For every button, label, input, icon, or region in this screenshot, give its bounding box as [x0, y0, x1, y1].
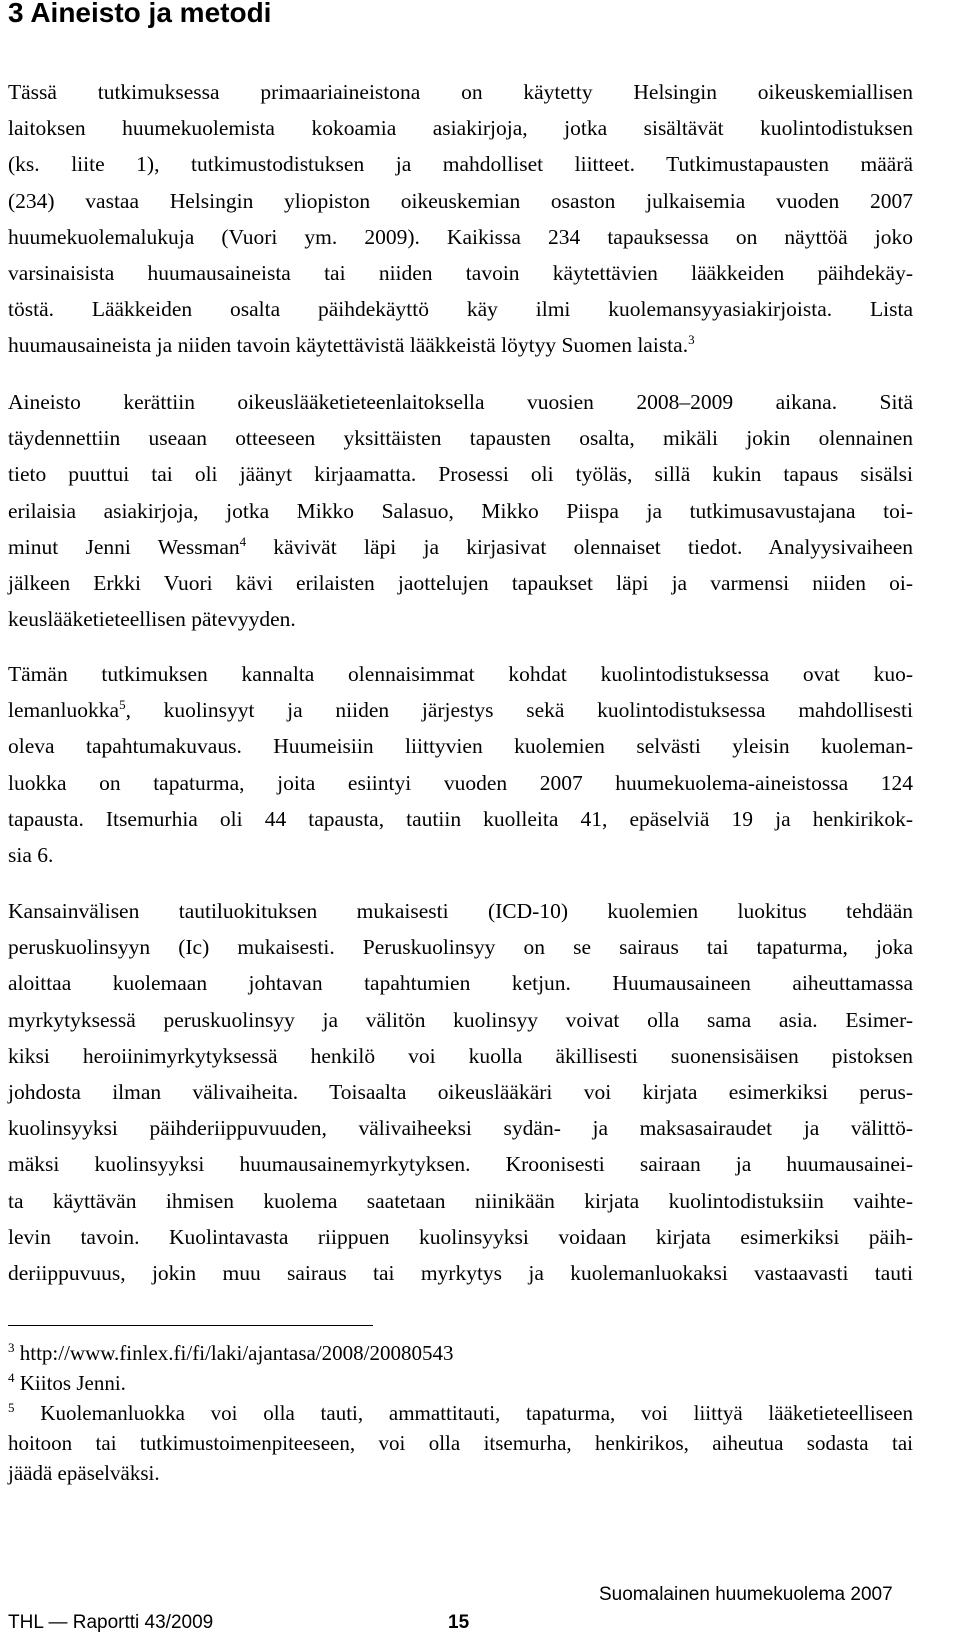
text-line: aloittaa kuolemaan johtavan tapahtumien ketjun. Huumausaineen aiheuttamassa	[8, 971, 913, 996]
footnote-divider	[8, 1325, 373, 1326]
paragraph-2	[8, 384, 913, 637]
text-segment: , kuolinsyyt ja niiden järjestys sekä kuolintodistuksessa mahdollisesti	[125, 698, 913, 723]
footnote-ref: 3	[688, 332, 695, 348]
text-line: tapausta. Itsemurhia oli 44 tapausta, tautiin kuolleita 41, epäselviä 19 ja henkirikok-	[8, 806, 913, 831]
footnote-text: http://www.finlex.fi/fi/laki/ajantasa/2008/20080543	[14, 1341, 454, 1365]
text-line: mäksi kuolinsyyksi huumausainemyrkytyksen. Kroonisesti sairaan ja huumausainei-	[8, 1152, 913, 1177]
text-segment: kävivät läpi ja kirjasivat olennaiset tiedot. Analyysivaiheen	[246, 534, 913, 559]
text-line: (234) vastaa Helsingin yliopiston oikeuskemian osaston julkaisemia vuoden 2007	[8, 188, 913, 213]
text-line: peruskuolinsyyn (Ic) mukaisesti. Peruskuolinsyy on se sairaus tai tapaturma, joka	[8, 935, 913, 960]
text-segment: lemanluokka	[8, 698, 120, 723]
text-line	[8, 692, 913, 728]
section-heading: 3 Aineisto ja metodi	[8, 0, 272, 28]
text-line: Tässä tutkimuksessa primaariaineistona on käytetty Helsingin oikeuskemiallisen	[8, 80, 913, 104]
text-line: ta käyttävän ihmisen kuolema saatetaan niinikään kirjata kuolintodistuksiin vaihte-	[8, 1188, 913, 1213]
footnote-ref: 4	[239, 533, 247, 549]
text-line: oleva tapahtumakuvaus. Huumeisiin liittyvien kuolemien selvästi yleisin kuoleman-	[8, 734, 913, 759]
text-line: töstä. Lääkkeiden osalta päihdekäyttö käy ilmi kuolemansyyasiakirjoista. Lista	[8, 297, 913, 322]
text-line: Tämän tutkimuksen kannalta olennaisimmat kohdat kuolintodistuksessa ovat kuo-	[8, 662, 913, 686]
footnote-text: Kiitos Jenni.	[14, 1371, 126, 1395]
text-line: levin tavoin. Kuolintavasta riippuen kuolinsyyksi voidaan kirjata esimerkiksi päih-	[8, 1224, 913, 1249]
footnote-text: Kuolemanluokka voi olla tauti, ammattitauti, tapaturma, voi liittyä lääketieteelliseen	[14, 1401, 913, 1425]
text-line: (ks. liite 1), tutkimustodistuksen ja mahdolliset liitteet. Tutkimustapausten määrä	[8, 152, 913, 177]
text-line: kiksi heroiinimyrkytyksessä henkilö voi kuolla äkillisesti suonensisäisen pistoksen	[8, 1043, 913, 1068]
footnote-text: hoitoon tai tutkimustoimenpiteeseen, voi olla itsemurha, henkirikos, aiheutua sodasta tai	[8, 1431, 913, 1455]
text-line: johdosta ilman välivaiheita. Toisaalta oikeuslääkäri voi kirjata esimerkiksi perus-	[8, 1080, 913, 1105]
text-line: laitoksen huumekuolemista kokoamia asiakirjoja, jotka sisältävät kuolintodistuksen	[8, 116, 913, 141]
footnote-3	[8, 1338, 913, 1368]
text-line: huumekuolemalukuja (Vuori ym. 2009). Kaikissa 234 tapauksessa on näyttöä joko	[8, 224, 913, 249]
text-line	[8, 529, 913, 565]
footnote-number: 3	[8, 1340, 15, 1355]
report-series: THL — Raportti 43/2009	[8, 1612, 214, 1633]
footnote-number: 4	[8, 1370, 15, 1385]
text-line: keuslääketieteellisen pätevyyden.	[8, 607, 296, 632]
text-line: varsinaisista huumausaineista tai niiden tavoin käytettävien lääkkeiden päihdekäy-	[8, 261, 913, 286]
footnote-5	[8, 1398, 913, 1428]
page-footer	[0, 1578, 960, 1639]
text-line: sia 6.	[8, 843, 54, 868]
text-line: erilaisia asiakirjoja, jotka Mikko Salasuo, Mikko Piispa ja tutkimusavustajana toi-	[8, 498, 913, 523]
footnote-4	[8, 1368, 913, 1398]
text-line: kuolinsyyksi päihderiippuvuuden, välivaiheeksi sydän- ja maksasairaudet ja välittö-	[8, 1116, 913, 1141]
page-number: 15	[448, 1612, 470, 1633]
text-line: Aineisto kerättiin oikeuslääketieteenlaitoksella vuosien 2008–2009 aikana. Sitä	[8, 390, 913, 414]
text-line: deriippuvuus, jokin muu sairaus tai myrkytys ja kuolemanluokaksi vastaavasti tauti	[8, 1261, 913, 1286]
text-line	[8, 327, 913, 363]
paragraph-3	[8, 656, 913, 873]
text-line: Kansainvälisen tautiluokituksen mukaisesti (ICD-10) kuolemien luokitus tehdään	[8, 899, 913, 923]
footnote-text: jäädä epäselväksi.	[8, 1461, 160, 1485]
report-title: Suomalainen huumekuolema 2007	[599, 1584, 893, 1605]
text-line: luokka on tapaturma, joita esiintyi vuoden 2007 huumekuolema-aineistossa 124	[8, 770, 913, 795]
footnote-5-continued	[8, 1428, 913, 1458]
text-line: tieto puuttui tai oli jäänyt kirjaamatta. Prosessi oli työläs, sillä kukin tapaus sisälsi	[8, 462, 913, 487]
paragraph-1	[8, 74, 913, 364]
text-segment: minut Jenni Wessman	[8, 534, 240, 559]
footnote-ref: 5	[119, 697, 126, 713]
footnotes	[8, 1338, 913, 1488]
text-line: täydennettiin useaan otteeseen yksittäisten tapausten osalta, mikäli jokin olennainen	[8, 426, 913, 451]
paragraph-4	[8, 893, 913, 1291]
footnote-5-continued	[8, 1458, 913, 1488]
text-segment: huumausaineista ja niiden tavoin käytettävistä lääkkeistä löytyy Suomen laista.	[8, 333, 689, 358]
footnote-number: 5	[8, 1400, 15, 1415]
text-line: jälkeen Erkki Vuori kävi erilaisten jaottelujen tapaukset läpi ja varmensi niiden oi-	[8, 571, 913, 596]
text-line: myrkytyksessä peruskuolinsyy ja välitön kuolinsyy voivat olla sama asia. Esimer-	[8, 1007, 913, 1032]
